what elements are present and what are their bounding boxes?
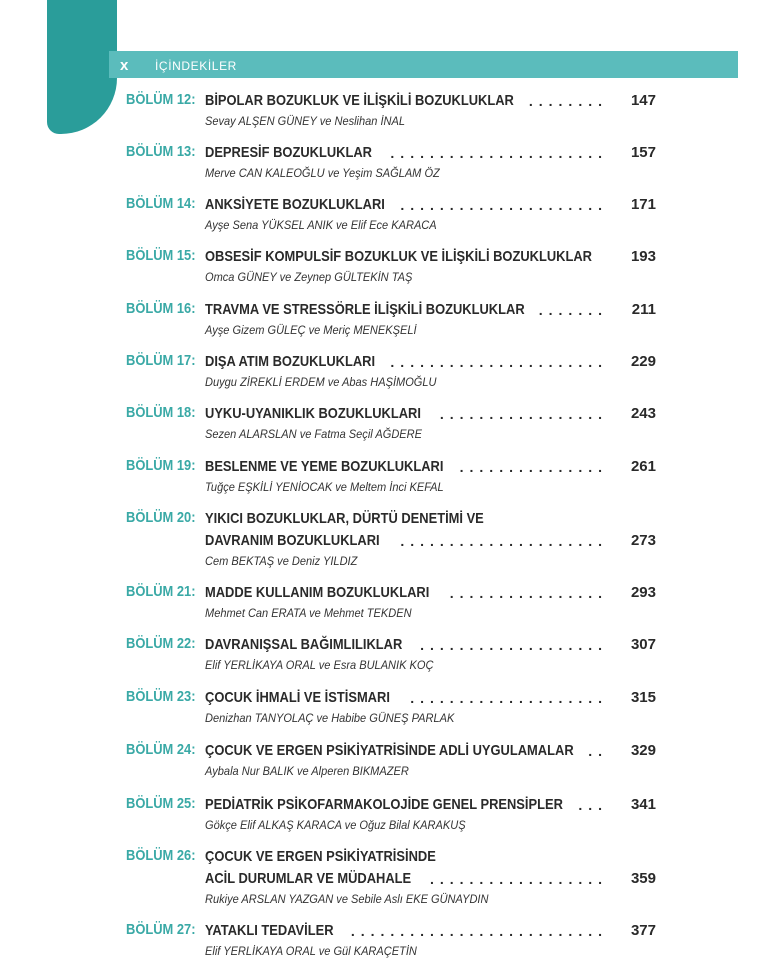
- chapter-authors: Merve CAN KALEOĞLU ve Yeşim SAĞLAM ÖZ: [205, 166, 440, 180]
- dot-leader: ...: [574, 795, 608, 815]
- chapter-label: BÖLÜM 23:: [126, 688, 196, 705]
- chapter-authors: Gökçe Elif ALKAŞ KARACA ve Oğuz Bilal KARAKUŞ: [205, 818, 466, 832]
- page-number: 273: [616, 531, 656, 551]
- page-number: 341: [616, 795, 656, 815]
- page-number: 243: [616, 404, 656, 424]
- chapter-title: DIŞA ATIM BOZUKLUKLARI: [205, 353, 376, 370]
- page-number: 377: [616, 921, 656, 941]
- dot-leader: ......................: [386, 143, 608, 163]
- chapter-label: BÖLÜM 14:: [126, 195, 196, 212]
- dot-leader: ...................: [416, 635, 608, 655]
- chapter-title: BESLENME VE YEME BOZUKLUKLARI: [205, 458, 444, 475]
- chapter-label: BÖLÜM 12:: [126, 91, 196, 108]
- dot-leader: ..........................: [347, 921, 608, 941]
- chapter-label: BÖLÜM 25:: [126, 795, 196, 812]
- chapter-label: BÖLÜM 18:: [126, 404, 196, 421]
- dot-leader: ..................: [426, 869, 608, 889]
- chapter-authors: Omca GÜNEY ve Zeynep GÜLTEKİN TAŞ: [205, 270, 413, 284]
- dot-leader: .................: [436, 404, 608, 424]
- dot-leader: ....................: [406, 688, 608, 708]
- chapter-title: ANKSİYETE BOZUKLUKLARI: [205, 196, 385, 213]
- chapter-label: BÖLÜM 13:: [126, 143, 196, 160]
- dot-leader: .....................: [396, 531, 608, 551]
- page-number-roman: x: [120, 57, 129, 74]
- chapter-label: BÖLÜM 21:: [126, 583, 196, 600]
- chapter-title: OBSESİF KOMPULSİF BOZUKLUK VE İLİŞKİLİ BOZUKLUKLAR: [205, 248, 592, 265]
- chapter-title: UYKU-UYANIKLIK BOZUKLUKLARI: [205, 405, 421, 422]
- chapter-label: BÖLÜM 26:: [126, 847, 196, 864]
- chapter-title: DAVRANIŞSAL BAĞIMLILIKLAR: [205, 636, 403, 653]
- corner-tab: [47, 0, 117, 134]
- dot-leader: ................: [446, 583, 608, 603]
- chapter-authors: Sevay ALŞEN GÜNEY ve Neslihan İNAL: [205, 114, 406, 128]
- chapter-authors: Mehmet Can ERATA ve Mehmet TEKDEN: [205, 606, 412, 620]
- page-number: 307: [616, 635, 656, 655]
- chapter-authors: Elif YERLİKAYA ORAL ve Esra BULANIK KOÇ: [205, 658, 434, 672]
- chapter-authors: Cem BEKTAŞ ve Deniz YILDIZ: [205, 554, 358, 568]
- dot-leader: .......: [535, 300, 608, 320]
- chapter-authors: Tuğçe EŞKİLİ YENİOCAK ve Meltem İnci KEFAL: [205, 480, 444, 494]
- page-number: 171: [616, 195, 656, 215]
- page-number: 315: [616, 688, 656, 708]
- chapter-authors: Ayşe Gizem GÜLEÇ ve Meriç MENEKŞELİ: [205, 323, 417, 337]
- dot-leader: ..: [584, 741, 608, 761]
- chapter-title: ÇOCUK İHMALİ VE İSTİSMARI: [205, 689, 390, 706]
- chapter-authors: Denizhan TANYOLAÇ ve Habibe GÜNEŞ PARLAK: [205, 711, 455, 725]
- chapter-title: BİPOLAR BOZUKLUK VE İLİŞKİLİ BOZUKLUKLAR: [205, 92, 514, 109]
- chapter-authors: Rukiye ARSLAN YAZGAN ve Sebile Aslı EKE GÜNAYDIN: [205, 892, 489, 906]
- chapter-authors: Ayşe Sena YÜKSEL ANIK ve Elif Ece KARACA: [205, 218, 437, 232]
- dot-leader: ......................: [386, 352, 608, 372]
- page-number: 157: [616, 143, 656, 163]
- page-number: 193: [616, 247, 656, 267]
- chapter-label: BÖLÜM 15:: [126, 247, 196, 264]
- page-number: 261: [616, 457, 656, 477]
- page-number: 147: [616, 91, 656, 111]
- page-number: 229: [616, 352, 656, 372]
- chapter-title: MADDE KULLANIM BOZUKLUKLARI: [205, 584, 430, 601]
- dot-leader: ........: [525, 91, 608, 111]
- chapter-title-line2: DAVRANIM BOZUKLUKLARI: [205, 532, 380, 549]
- dot-leader: .....................: [396, 195, 608, 215]
- chapter-authors: Aybala Nur BALIK ve Alperen BIKMAZER: [205, 764, 409, 778]
- page-number: 359: [616, 869, 656, 889]
- chapter-label: BÖLÜM 22:: [126, 635, 196, 652]
- chapter-title-line2: ACİL DURUMLAR VE MÜDAHALE: [205, 870, 412, 887]
- chapter-title: YIKICI BOZUKLUKLAR, DÜRTÜ DENETİMİ VE: [205, 510, 484, 527]
- chapter-title: ÇOCUK VE ERGEN PSİKİYATRİSİNDE: [205, 848, 436, 865]
- chapter-authors: Duygu ZİREKLİ ERDEM ve Abas HAŞİMOĞLU: [205, 375, 437, 389]
- chapter-label: BÖLÜM 19:: [126, 457, 196, 474]
- chapter-label: BÖLÜM 17:: [126, 352, 196, 369]
- chapter-title: TRAVMA VE STRESSÖRLE İLİŞKİLİ BOZUKLUKLAR: [205, 301, 525, 318]
- section-title: İÇİNDEKİLER: [155, 59, 237, 73]
- chapter-label: BÖLÜM 16:: [126, 300, 196, 317]
- chapter-label: BÖLÜM 20:: [126, 509, 196, 526]
- page-number: 329: [616, 741, 656, 761]
- chapter-title: ÇOCUK VE ERGEN PSİKİYATRİSİNDE ADLİ UYGULAMALAR: [205, 742, 574, 759]
- page-number: 211: [616, 300, 656, 320]
- chapter-title: YATAKLI TEDAVİLER: [205, 922, 334, 939]
- chapter-label: BÖLÜM 24:: [126, 741, 196, 758]
- chapter-title: DEPRESİF BOZUKLUKLAR: [205, 144, 372, 161]
- chapter-authors: Elif YERLİKAYA ORAL ve Gül KARAÇETİN: [205, 944, 417, 958]
- chapter-label: BÖLÜM 27:: [126, 921, 196, 938]
- dot-leader: ...............: [456, 457, 608, 477]
- page-number: 293: [616, 583, 656, 603]
- chapter-authors: Sezen ALARSLAN ve Fatma Seçil AĞDERE: [205, 427, 423, 441]
- chapter-title: PEDİATRİK PSİKOFARMAKOLOJİDE GENEL PRENSİPLER: [205, 796, 563, 813]
